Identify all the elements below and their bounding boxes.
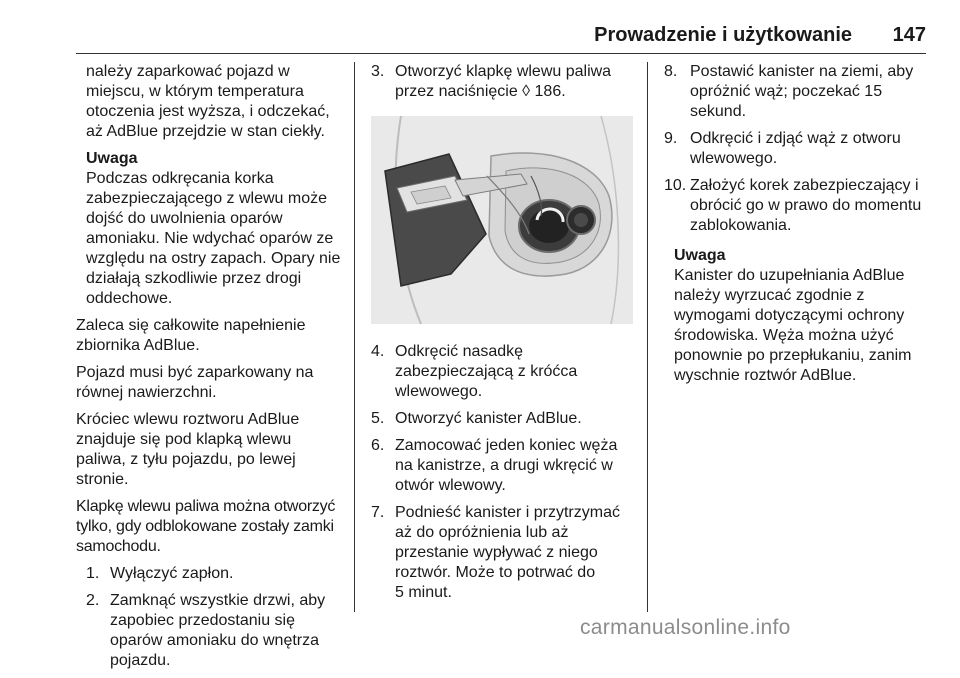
column-2 — [371, 62, 633, 610]
step-number: 2. — [86, 592, 100, 609]
step-7 — [371, 503, 633, 603]
page-number: 147 — [892, 24, 926, 46]
step-text: Zamknąć wszystkie drzwi, aby zapobiec przedostaniu się oparów amoniaku do wnętrza pojazdu. — [110, 592, 326, 669]
paragraph-full-fill: Zaleca się całkowite napełnienie zbiornika AdBlue. — [76, 317, 306, 354]
step-number: 8. — [664, 63, 678, 80]
step-8 — [664, 62, 930, 122]
column-3 — [664, 62, 930, 393]
step-text: Odkręcić i zdjąć wąż z otworu wlewowego. — [690, 130, 901, 167]
filler-flap-drawing — [371, 116, 633, 324]
ammonia-note — [76, 149, 344, 309]
step-text: Wyłączyć zapłon. — [110, 565, 234, 582]
step-number: 5. — [371, 410, 385, 427]
header-divider — [76, 53, 926, 54]
step-2 — [86, 591, 344, 671]
step-4 — [371, 342, 633, 402]
note-title: Uwaga — [674, 247, 726, 264]
paragraph-flap-unlock: Klapkę wlewu paliwa można otworzyć tylko, gdy odblokowane zostały zamki samochodu. — [76, 498, 336, 555]
step-text: Otworzyć klapkę wlewu paliwa przez naciśnięcie ◊ 186. — [395, 63, 612, 100]
step-text: Założyć korek zabezpieczający i obrócić go w prawo do momentu zablokowania. — [690, 177, 922, 234]
step-number: 10. — [664, 177, 687, 194]
page-header — [76, 24, 926, 54]
step-text: Odkręcić nasadkę zabezpieczającą z króćca wlewowego. — [395, 343, 578, 400]
paragraph-level-surface: Pojazd musi być zaparkowany na równej nawierzchni. — [76, 364, 314, 401]
column-divider-1 — [354, 62, 355, 612]
step-10 — [664, 176, 930, 236]
column-divider-2 — [647, 62, 648, 612]
disposal-note — [664, 246, 930, 386]
step-3 — [371, 62, 633, 102]
step-text: Zamocować jeden koniec węża na kanistrze, a drugi wkręcić w otwór wlewowy. — [395, 437, 618, 494]
column-1 — [76, 62, 344, 678]
paragraph-filler-location: Króciec wlewu roztworu AdBlue znajduje się pod klapką wlewu paliwa, z tyłu pojazdu, po lewej stronie. — [76, 411, 300, 488]
step-number: 9. — [664, 130, 678, 147]
intro-paragraph: należy zaparkować pojazd w miejscu, w którym temperatura otoczenia jest wyższa, i odczekać, aż AdBlue przejdzie w stan ciekły. — [86, 63, 330, 140]
section-title: Prowadzenie i użytkowanie — [594, 24, 852, 46]
step-text: Postawić kanister na ziemi, aby opróżnić wąż; poczekać 15 sekund. — [690, 63, 914, 120]
note-text: Podczas odkręcania korka zabezpieczającego z wlewu może dojść do uwolnienia oparów amoniaku. Nie wdychać oparów ze względu na ostry zapach. Opary nie działają szkodliwie przez drogi oddechowe. — [86, 170, 341, 307]
step-number: 4. — [371, 343, 385, 360]
step-6 — [371, 436, 633, 496]
watermark-text: carmanualsonline.info — [580, 616, 791, 639]
step-5 — [371, 409, 633, 429]
step-text: Podnieść kanister i przytrzymać aż do opróżnienia lub aż przestanie wypływać z niego roztwór. Może to potrwać do 5 minut. — [395, 504, 620, 601]
step-text: Otworzyć kanister AdBlue. — [395, 410, 582, 427]
step-number: 1. — [86, 565, 100, 582]
step-1 — [86, 564, 344, 584]
step-number: 6. — [371, 437, 385, 454]
step-number: 7. — [371, 504, 385, 521]
note-text: Kanister do uzupełniania AdBlue należy wyrzucać zgodnie z wymogami dotyczącymi ochrony środowiska. Węża można użyć ponownie po przepłukaniu, zanim wyschnie roztwór AdBlue. — [674, 267, 912, 384]
step-number: 3. — [371, 63, 385, 80]
note-title: Uwaga — [86, 150, 138, 167]
step-9 — [664, 129, 930, 169]
fuel-filler-illustration — [371, 116, 633, 324]
